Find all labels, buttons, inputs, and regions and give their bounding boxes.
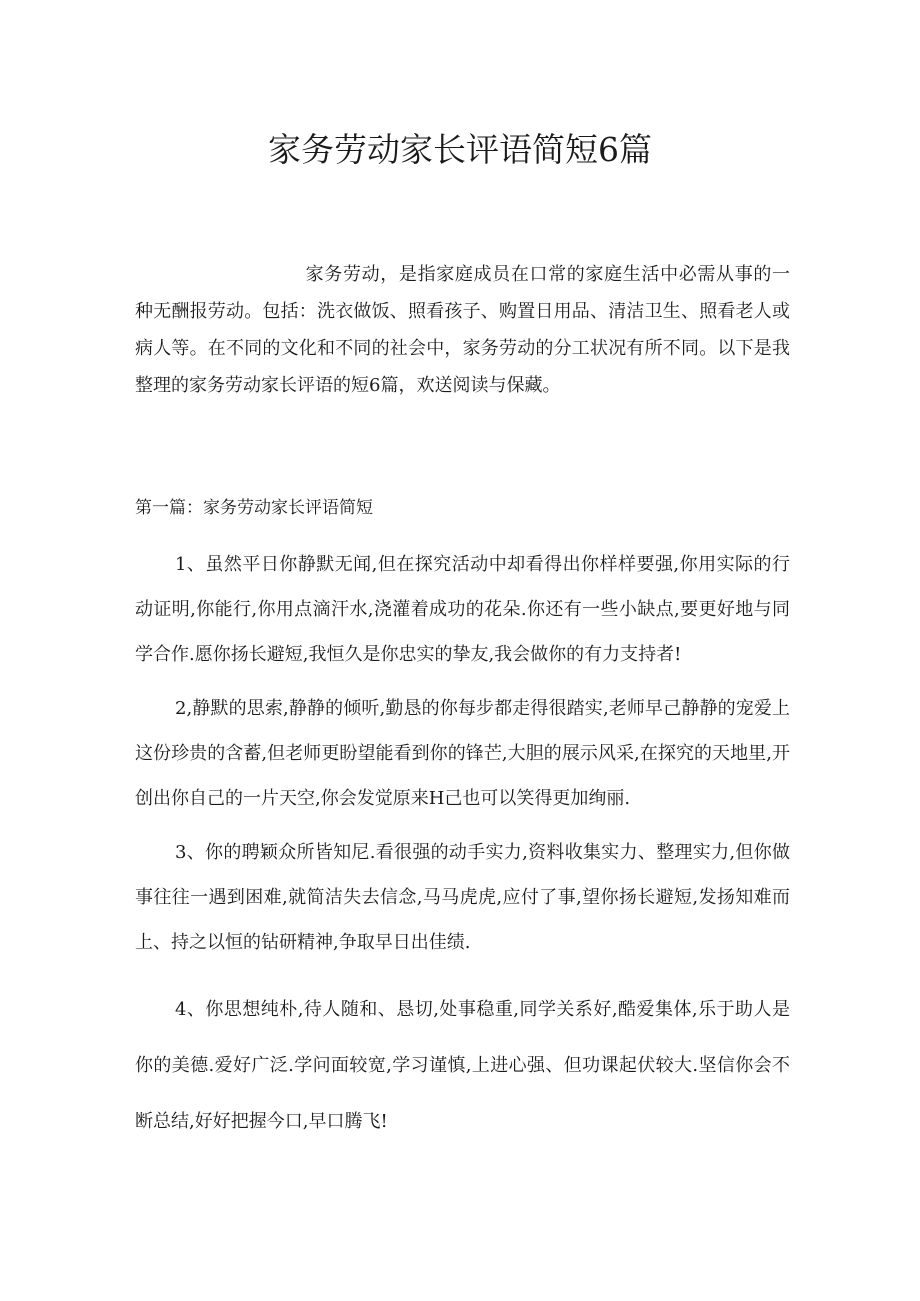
comment-text-2: 2,静默的思索,静静的倾听,勤恳的你每步都走得很踏实,老师早己静静的宠爱上这份珍贵的含蓄,但老师更盼望能看到你的锋芒,大胆的展示风采,在探究的天地里,开创出你自己的一片天空,你会发觉原来H己也可以笑得更加绚丽. [135,698,790,809]
comment-text-4: 4、你思想纯朴,待人随和、恳切,处事稳重,同学关系好,酷爱集体,乐于助人是你的美德.爱好广泛.学问面较宽,学习谨慎,上进心强、但功课起伏较大.坚信你会不断总结,好好把握今口,早口腾飞! [135,999,790,1132]
comment-paragraph-3 [135,830,790,965]
comment-paragraph-2 [135,686,790,821]
section-heading: 第一篇：家务劳动家长评语简短 [135,498,373,518]
intro-text: 家务劳动，是指家庭成员在口常的家庭生活中必需从事的一种无酬报劳动。包括：洗衣做饭、照看孩子、购置日用品、清洁卫生、照看老人或病人等。在不同的文化和不同的社会中，家务劳动的分工状况有所不同。以下是我整理的家务劳动家长评语的短6篇，欢送阅读与保藏。 [135,264,790,396]
intro-paragraph [135,256,790,404]
document-title: 家务劳动家长评语简短6篇 [268,130,652,169]
comment-text-3: 3、你的聘颖众所皆知尼.看很强的动手实力,资料收集实力、整理实力,但你做事往往一遇到困难,就简洁失去信念,马马虎虎,应付了事,望你扬长避短,发扬知难而上、持之以恒的钻研精神,争取早日出佳绩. [135,842,790,953]
comment-text-1: 1、虽然平日你静默无闻,但在探究活动中却看得出你样样要强,你用实际的行动证明,你能行,你用点滴汗水,浇灌着成功的花朵.你还有一些小缺点,要更好地与同学合作.愿你扬长避短,我恒久是你忠实的挚友,我会做你的有力支持者! [135,554,790,665]
comment-paragraph-1 [135,542,790,677]
comment-paragraph-4 [135,982,790,1150]
